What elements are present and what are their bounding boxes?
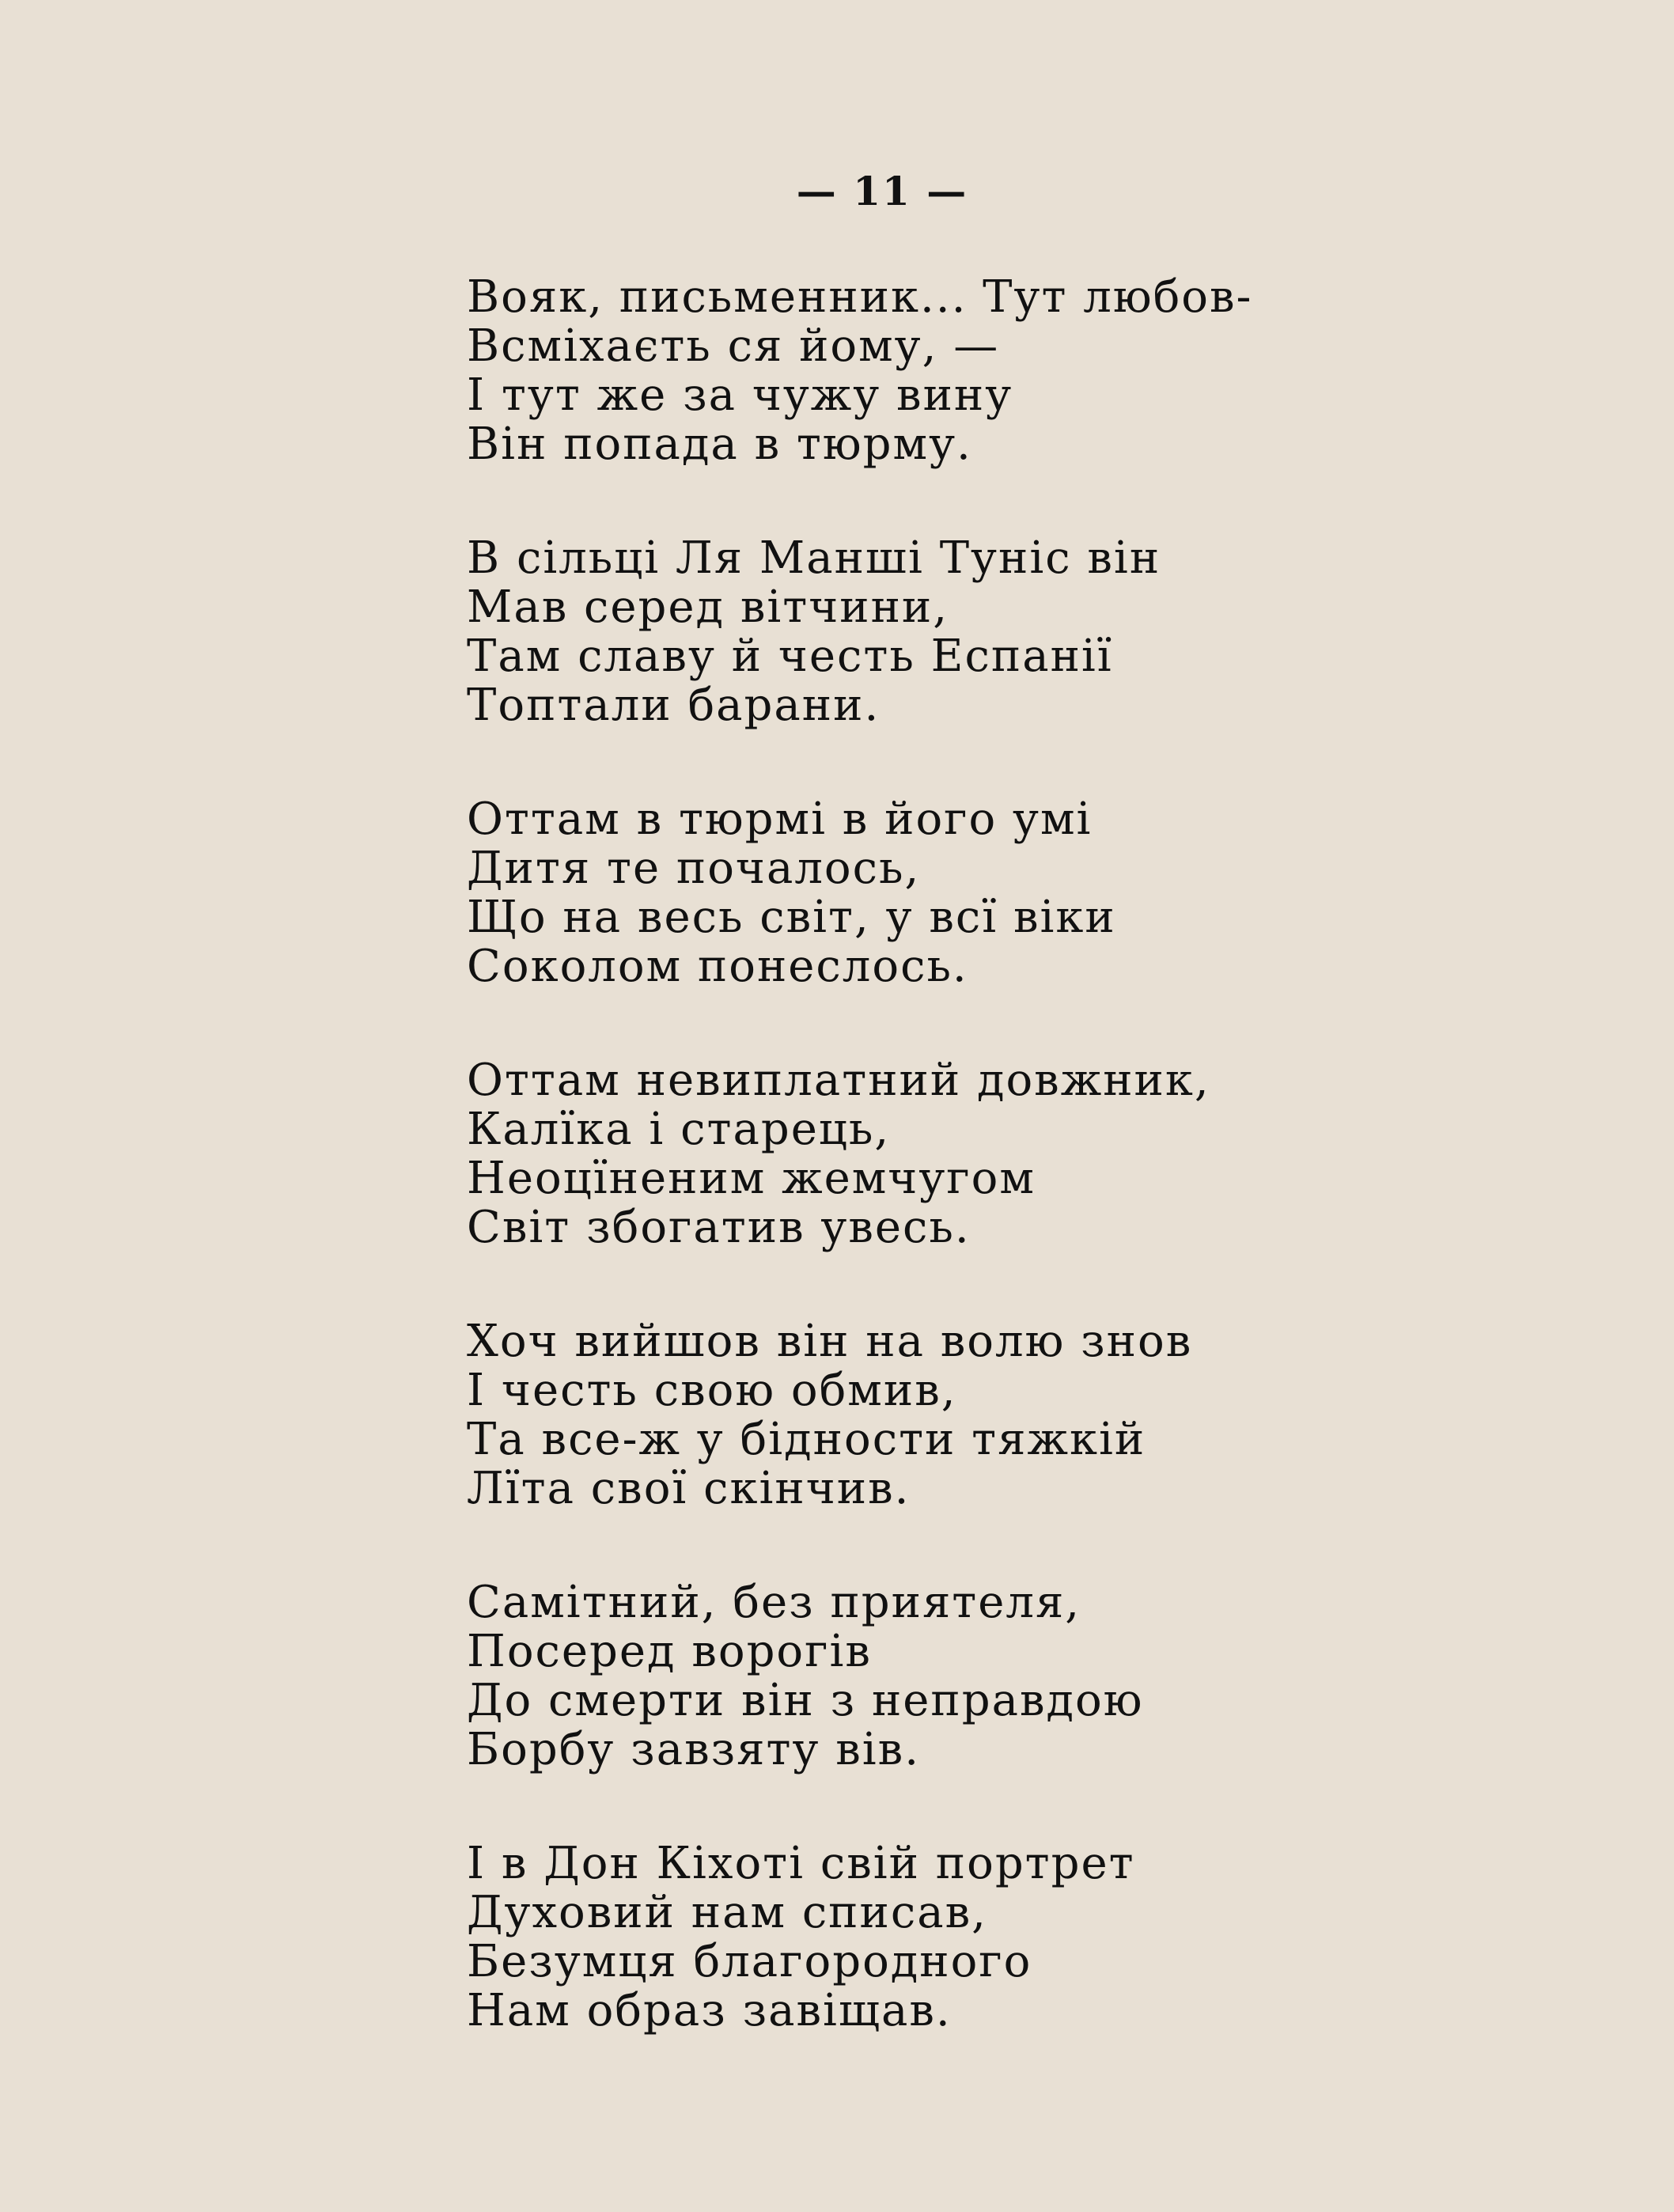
stanza [467, 273, 1495, 469]
poem-line: Мав серед вітчини, [467, 581, 949, 633]
poem-line: Соколом понеслось. [467, 941, 968, 992]
poem-line: Всміхаєть ся йому, — [467, 320, 1000, 372]
poem-line: Нам образ завіщав. [467, 1985, 952, 2036]
stanza [467, 534, 1495, 730]
stanza [467, 1578, 1495, 1775]
poem-line: Дитя те почалось, [467, 843, 921, 894]
poem-line: Духовий нам списав, [467, 1887, 987, 1938]
poem-line: Що на весь світ, у всї віки [467, 892, 1116, 943]
poem-line: Та все-ж у бідности тяжкій [467, 1414, 1146, 1465]
poem-line: Самітний, без приятеля, [467, 1577, 1081, 1628]
poem-line: І честь свою обмив, [467, 1365, 957, 1416]
page-number: — 11 — [796, 168, 968, 214]
poem-line: Калїка і старець, [467, 1104, 891, 1155]
poem-line: До смерти він з неправдою [467, 1675, 1144, 1726]
stanza [467, 1056, 1495, 1252]
poem-line: Посеред ворогів [467, 1626, 872, 1677]
stanza [467, 795, 1495, 991]
poem-line: І тут же за чужу вину [467, 369, 1013, 421]
stanza [467, 1317, 1495, 1513]
poem-line: Топтали барани. [467, 680, 881, 731]
poem-line: В сільці Ля Манші Туніс він [467, 532, 1161, 584]
stanza [467, 1839, 1495, 2036]
poem [467, 273, 1495, 2100]
poem-line: Хоч вийшов він на волю знов [467, 1316, 1193, 1367]
poem-line: Він попада в тюрму. [467, 419, 972, 470]
poem-line: І в Дон Кіхоті свій портрет [467, 1838, 1135, 1889]
poem-line: Вояк, письменник... Тут любов- [467, 271, 1253, 323]
poem-line: Оттам в тюрмі в його умі [467, 794, 1093, 845]
poem-line: Неоцїненим жемчугом [467, 1153, 1036, 1204]
poem-line: Оттам невиплатний довжник, [467, 1055, 1210, 1106]
poem-line: Світ збогатив увесь. [467, 1202, 971, 1253]
poem-line: Безумця благородного [467, 1936, 1032, 1987]
poem-line: Борбу завзяту вів. [467, 1724, 921, 1775]
poem-line: Там славу й честь Еспанії [467, 631, 1113, 682]
poem-line: Лїта свої скінчив. [467, 1463, 911, 1514]
